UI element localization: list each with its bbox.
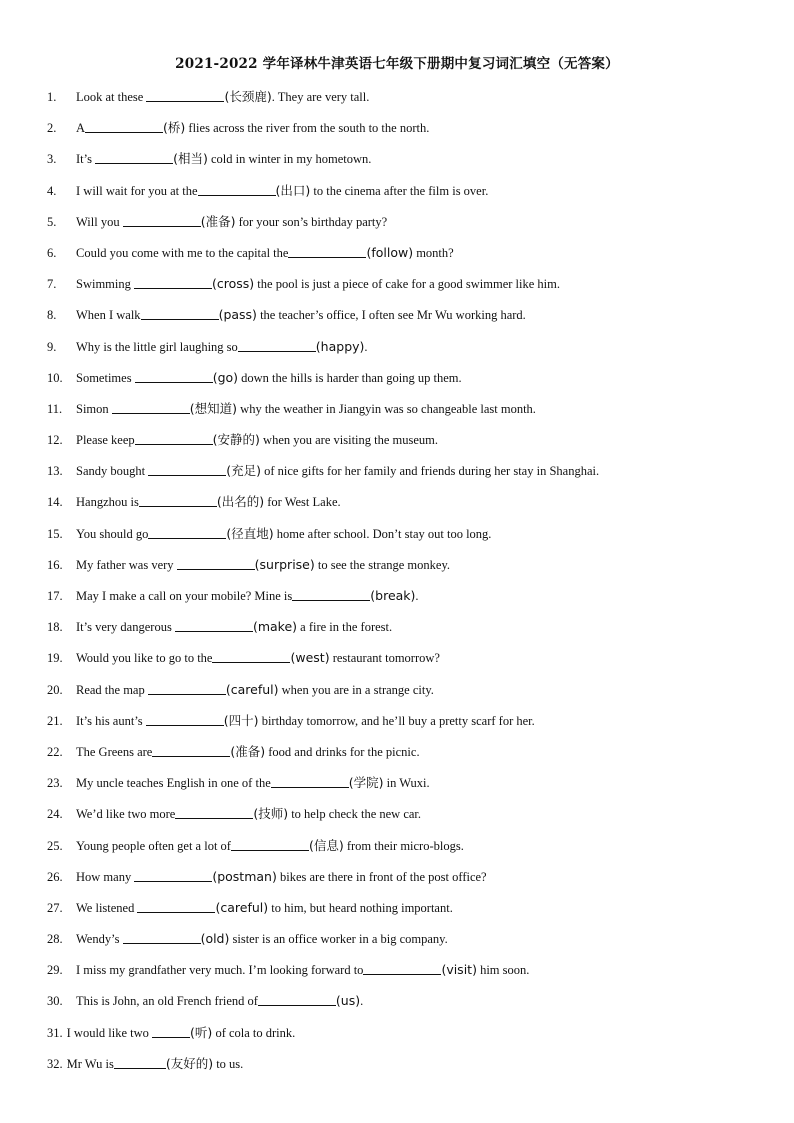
word-hint: (学院) [348, 775, 384, 791]
exercise-text-after: to see the strange monkey. [314, 557, 451, 572]
exercise-text-before: My uncle teaches English in one of the [76, 776, 271, 791]
exercise-number: 15. [47, 526, 63, 541]
exercise-text-after: a fire in the forest. [297, 620, 393, 635]
answer-blank[interactable] [148, 525, 226, 539]
word-hint: (桥) [163, 120, 186, 136]
word-hint: (准备) [200, 213, 236, 229]
exercise-number: 6. [47, 245, 57, 260]
exercise-text-after: for West Lake. [264, 495, 341, 510]
answer-blank[interactable] [134, 275, 212, 289]
word-hint: (west) [290, 650, 330, 666]
exercise-text-before: A [76, 121, 86, 136]
exercise-text-before: Sandy bought [76, 464, 149, 479]
word-hint: (长颈鹿) [224, 89, 272, 104]
answer-blank[interactable] [292, 587, 370, 601]
exercise-item [47, 928, 767, 959]
word-hint: (出口) [275, 182, 311, 198]
exercise-text-after: to help check the new car. [288, 807, 422, 822]
word-hint: (四十) [223, 712, 259, 728]
word-hint: (careful) [225, 681, 279, 697]
word-hint: (出名的) [216, 494, 265, 510]
exercise-text-before: Why is the little girl laughing so [76, 339, 238, 354]
exercise-text-before: Would you like to go to the [76, 651, 213, 666]
exercise-text-after: him soon. [476, 963, 530, 978]
word-hint: (visit) [441, 962, 477, 978]
exercise-text-after: in Wuxi. [383, 776, 430, 791]
exercise-text-before: You should go [76, 526, 149, 541]
exercise-item [47, 211, 767, 242]
exercise-number: 7. [47, 277, 57, 292]
exercise-text-after: birthday tomorrow, and he’ll buy a pretty scarf for her. [258, 713, 535, 728]
exercise-text-after: food and drinks for the picnic. [265, 744, 420, 759]
exercise-text-before: Wendy’s [76, 932, 123, 947]
exercise-text-before: Could you come with me to the capital the [76, 245, 289, 260]
word-hint: (想知道) [189, 400, 238, 416]
word-hint: (听) [190, 1024, 213, 1040]
exercise-text-after: . [364, 339, 368, 354]
exercise-number: 5. [47, 214, 57, 229]
exercise-text-before: I would like two [66, 1025, 153, 1040]
exercise-text-before: Sometimes [76, 370, 135, 385]
answer-blank[interactable] [271, 774, 349, 788]
word-hint: (us) [335, 993, 361, 1009]
answer-blank[interactable] [123, 213, 201, 227]
exercise-text-before: Please keep [76, 433, 135, 448]
exercise-item [47, 585, 767, 616]
exercise-item [47, 148, 767, 179]
answer-blank[interactable] [123, 930, 201, 944]
exercise-item [47, 710, 767, 741]
answer-blank[interactable] [198, 182, 276, 196]
exercise-item [47, 523, 767, 554]
answer-blank[interactable] [152, 1024, 190, 1038]
exercise-text-before: Will you [76, 214, 123, 229]
word-hint: (友好的) [165, 1055, 214, 1071]
exercise-text-after: to him, but heard nothing important. [268, 900, 453, 915]
exercise-list [47, 86, 767, 1084]
exercise-number: 13. [47, 464, 63, 479]
answer-blank[interactable] [146, 88, 224, 102]
exercise-number: 1. [47, 90, 57, 104]
answer-blank[interactable] [85, 119, 163, 133]
exercise-text-before: Read the map [76, 682, 148, 697]
word-hint: (安静的) [212, 432, 260, 448]
exercise-item [47, 959, 767, 990]
exercise-text-after: cold in winter in my hometown. [207, 152, 372, 167]
exercise-number: 12. [47, 433, 63, 448]
exercise-item [47, 866, 767, 897]
answer-blank[interactable] [363, 961, 441, 975]
exercise-text-before: Mr Wu is [66, 1056, 114, 1071]
word-hint: (技师) [253, 806, 289, 822]
exercise-text-before: We listened [76, 900, 138, 915]
exercise-item [47, 242, 767, 273]
answer-blank[interactable] [258, 992, 336, 1006]
exercise-text-after: when you are visiting the museum. [259, 433, 439, 448]
exercise-item [47, 180, 767, 211]
exercise-number: 27. [47, 900, 63, 915]
word-hint: (postman) [212, 868, 277, 884]
word-hint: (cross) [212, 276, 255, 292]
exercise-number: 25. [47, 838, 63, 853]
answer-blank[interactable] [212, 649, 290, 663]
answer-blank[interactable] [152, 743, 230, 757]
exercise-text-before: How many [76, 869, 135, 884]
exercise-text-after: . [415, 589, 419, 603]
exercise-item [47, 990, 767, 1021]
exercise-text-after: for your son’s birthday party? [235, 214, 388, 229]
exercise-text-after: to us. [213, 1056, 244, 1071]
exercise-text-after: of cola to drink. [212, 1025, 296, 1040]
word-hint: (信息) [308, 837, 344, 853]
exercise-item [47, 554, 767, 585]
exercise-text-before: Hangzhou is [76, 495, 139, 510]
exercise-number: 30. [47, 994, 63, 1009]
exercise-number: 9. [47, 339, 57, 354]
exercise-text-before: Young people often get a lot of [76, 838, 231, 853]
exercise-text-after: of nice gifts for her family and friends during her stay in Shanghai. [261, 464, 600, 479]
word-hint: (径直地) [226, 525, 274, 541]
exercise-number: 21. [47, 713, 63, 728]
word-hint: (follow) [366, 244, 414, 260]
exercise-number: 3. [47, 152, 57, 167]
answer-blank[interactable] [175, 618, 253, 632]
exercise-item [47, 803, 767, 834]
exercise-number: 8. [47, 308, 57, 323]
word-hint: (break) [370, 588, 416, 603]
exercise-number: 16. [47, 557, 63, 572]
exercise-text-after: bikes are there in front of the post office? [276, 869, 487, 884]
word-hint: (surprise) [254, 556, 315, 572]
exercise-item [47, 336, 767, 367]
exercise-number: 2. [47, 121, 57, 136]
exercise-number: 31. [47, 1025, 63, 1040]
exercise-number: 26. [47, 869, 63, 884]
exercise-text-after: . They are very tall. [271, 90, 370, 104]
exercise-number: 19. [47, 651, 63, 666]
exercise-item [47, 367, 767, 398]
word-hint: (careful) [215, 899, 269, 915]
exercise-text-before: This is John, an old French friend of [76, 994, 258, 1009]
answer-blank[interactable] [288, 244, 366, 258]
exercise-number: 24. [47, 807, 63, 822]
exercise-text-after: why the weather in Jiangyin was so changeable last month. [237, 401, 536, 416]
exercise-number: 32. [47, 1056, 63, 1071]
exercise-number: 23. [47, 776, 63, 791]
exercise-text-before: May I make a call on your mobile? Mine is [76, 589, 293, 603]
exercise-text-after: the teacher’s office, I often see Mr Wu working hard. [256, 308, 526, 323]
exercise-text-after: when you are in a strange city. [278, 682, 434, 697]
word-hint: (go) [212, 369, 239, 385]
exercise-number: 4. [47, 183, 57, 198]
exercise-text-before: Swimming [76, 277, 134, 292]
exercise-text-before: My father was very [76, 557, 177, 572]
exercise-number: 28. [47, 932, 63, 947]
word-hint: (准备) [230, 743, 266, 759]
answer-blank[interactable] [134, 868, 212, 882]
exercise-item [47, 398, 767, 429]
exercise-number: 11. [47, 401, 63, 416]
exercise-text-before: It’s very dangerous [76, 620, 175, 635]
exercise-item [47, 679, 767, 710]
worksheet-title: 2021-2022 学年译林牛津英语七年级下册期中复习词汇填空（无答案） [175, 56, 619, 72]
exercise-number: 29. [47, 963, 63, 978]
exercise-item [47, 86, 767, 117]
exercise-text-after: restaurant tomorrow? [329, 651, 440, 666]
exercise-text-before: Simon [76, 401, 112, 416]
exercise-text-before: The Greens are [76, 744, 153, 759]
word-hint: (充足) [226, 463, 261, 479]
answer-blank[interactable] [135, 369, 213, 383]
answer-blank[interactable] [95, 150, 173, 164]
exercise-number: 14. [47, 495, 63, 510]
word-hint: (old) [200, 931, 230, 947]
answer-blank[interactable] [231, 837, 309, 851]
answer-blank[interactable] [137, 899, 215, 913]
exercise-number: 20. [47, 682, 63, 697]
exercise-text-before: It’s his aunt’s [76, 713, 146, 728]
answer-blank[interactable] [135, 431, 213, 445]
exercise-number: 18. [47, 620, 63, 635]
exercise-text-after: from their micro-blogs. [343, 838, 464, 853]
answer-blank[interactable] [177, 556, 255, 570]
answer-blank[interactable] [114, 1055, 166, 1069]
answer-blank[interactable] [112, 400, 190, 414]
answer-blank[interactable] [148, 462, 226, 476]
exercise-item [47, 1053, 767, 1084]
exercise-text-before: We’d like two more [76, 807, 176, 822]
exercise-item [47, 616, 767, 647]
exercise-item [47, 460, 767, 491]
exercise-item [47, 429, 767, 460]
answer-blank[interactable] [238, 338, 316, 352]
exercise-item [47, 835, 767, 866]
word-hint: (pass) [218, 307, 257, 323]
exercise-item [47, 772, 767, 803]
exercise-item [47, 491, 767, 522]
answer-blank[interactable] [148, 681, 226, 695]
exercise-text-after: flies across the river from the south to the north. [185, 121, 430, 136]
exercise-text-after: month? [413, 245, 454, 260]
exercise-number: 10. [47, 370, 63, 385]
exercise-item [47, 1022, 767, 1053]
exercise-text-after: down the hills is harder than going up them. [238, 370, 462, 385]
exercise-text-after: to the cinema after the film is over. [310, 183, 489, 198]
answer-blank[interactable] [146, 712, 224, 726]
exercise-number: 17. [47, 589, 63, 603]
exercise-text-before: I miss my grandfather very much. I’m looking forward to [76, 963, 364, 978]
exercise-item [47, 304, 767, 335]
exercise-text-after: home after school. Don’t stay out too long. [273, 526, 492, 541]
word-hint: (相当) [173, 151, 208, 167]
exercise-item [47, 117, 767, 148]
exercise-number: 22. [47, 744, 63, 759]
exercise-text-before: When I walk [76, 308, 141, 323]
answer-blank[interactable] [141, 306, 219, 320]
answer-blank[interactable] [175, 805, 253, 819]
exercise-text-after: the pool is just a piece of cake for a good swimmer like him. [254, 277, 560, 292]
exercise-text-after: . [360, 994, 364, 1009]
exercise-item [47, 273, 767, 304]
exercise-item [47, 741, 767, 772]
exercise-item [47, 897, 767, 928]
exercise-text-after: sister is an office worker in a big company. [229, 932, 448, 947]
exercise-text-before: I will wait for you at the [76, 183, 198, 198]
word-hint: (happy) [315, 338, 365, 354]
word-hint: (make) [252, 619, 298, 635]
exercise-text-before: Look at these [76, 90, 147, 104]
exercise-item [47, 647, 767, 678]
exercise-text-before: It’s [76, 152, 96, 167]
answer-blank[interactable] [139, 493, 217, 507]
